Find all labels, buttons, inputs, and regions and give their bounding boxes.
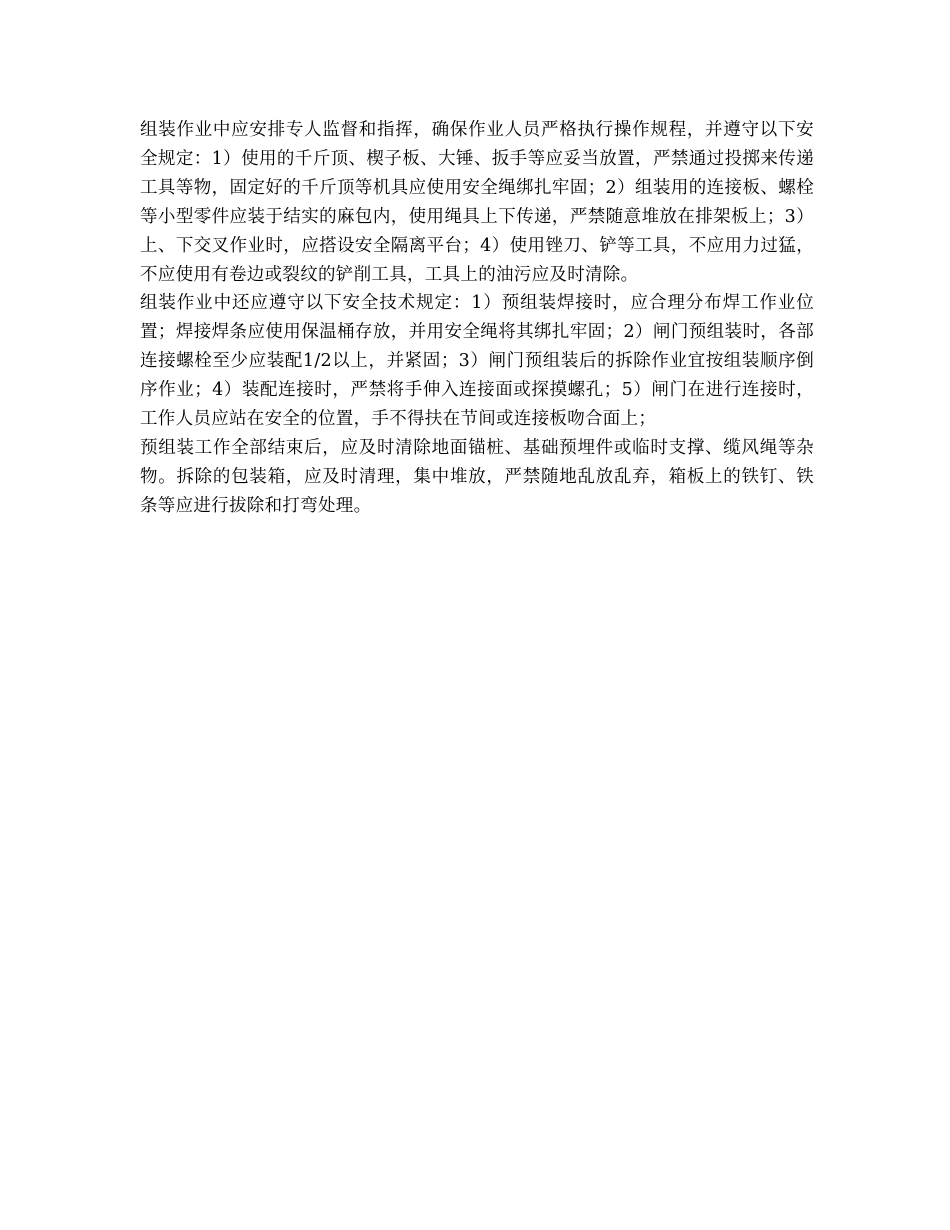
paragraph-assembly-safety: 组装作业中应安排专人监督和指挥，确保作业人员严格执行操作规程，并遵守以下安全规定：1）使用的千斤顶、楔子板、大锤、扳手等应妥当放置，严禁通过投掷来传递工具等物，固定好的千斤顶等机具应使用安全绳绑扎牢固；2）组装用的连接板、螺栓等小型零件应装于结实的麻包内，使用绳具上下传递，严禁随意堆放在排架板上；3）上、下交叉作业时，应搭设安全隔离平台；4）使用锉刀、铲等工具，不应用力过猛，不应使用有卷边或裂纹的铲削工具，工具上的油污应及时清除。 xyxy=(140,120,814,285)
paragraph-cleanup: 预组装工作全部结束后，应及时清除地面锚桩、基础预埋件或临时支撑、缆风绳等杂物。拆除的包装箱，应及时清理，集中堆放，严禁随地乱放乱弃，箱板上的铁钉、铁条等应进行拔除和打弯处理。 xyxy=(140,437,814,516)
paragraph-technical-rules: 组装作业中还应遵守以下安全技术规定：1）预组装焊接时，应合理分布焊工作业位置；焊接焊条应使用保温桶存放，并用安全绳将其绑扎牢固；2）闸门预组装时，各部连接螺栓至少应装配1/2以上，并紧固；3）闸门预组装后的拆除作业宜按组装顺序倒序作业；4）装配连接时，严禁将手伸入连接面或探摸螺孔；5）闸门在进行连接时，工作人员应站在安全的位置，手不得扶在节间或连接板吻合面上； xyxy=(140,293,814,430)
document-body xyxy=(140,116,814,521)
